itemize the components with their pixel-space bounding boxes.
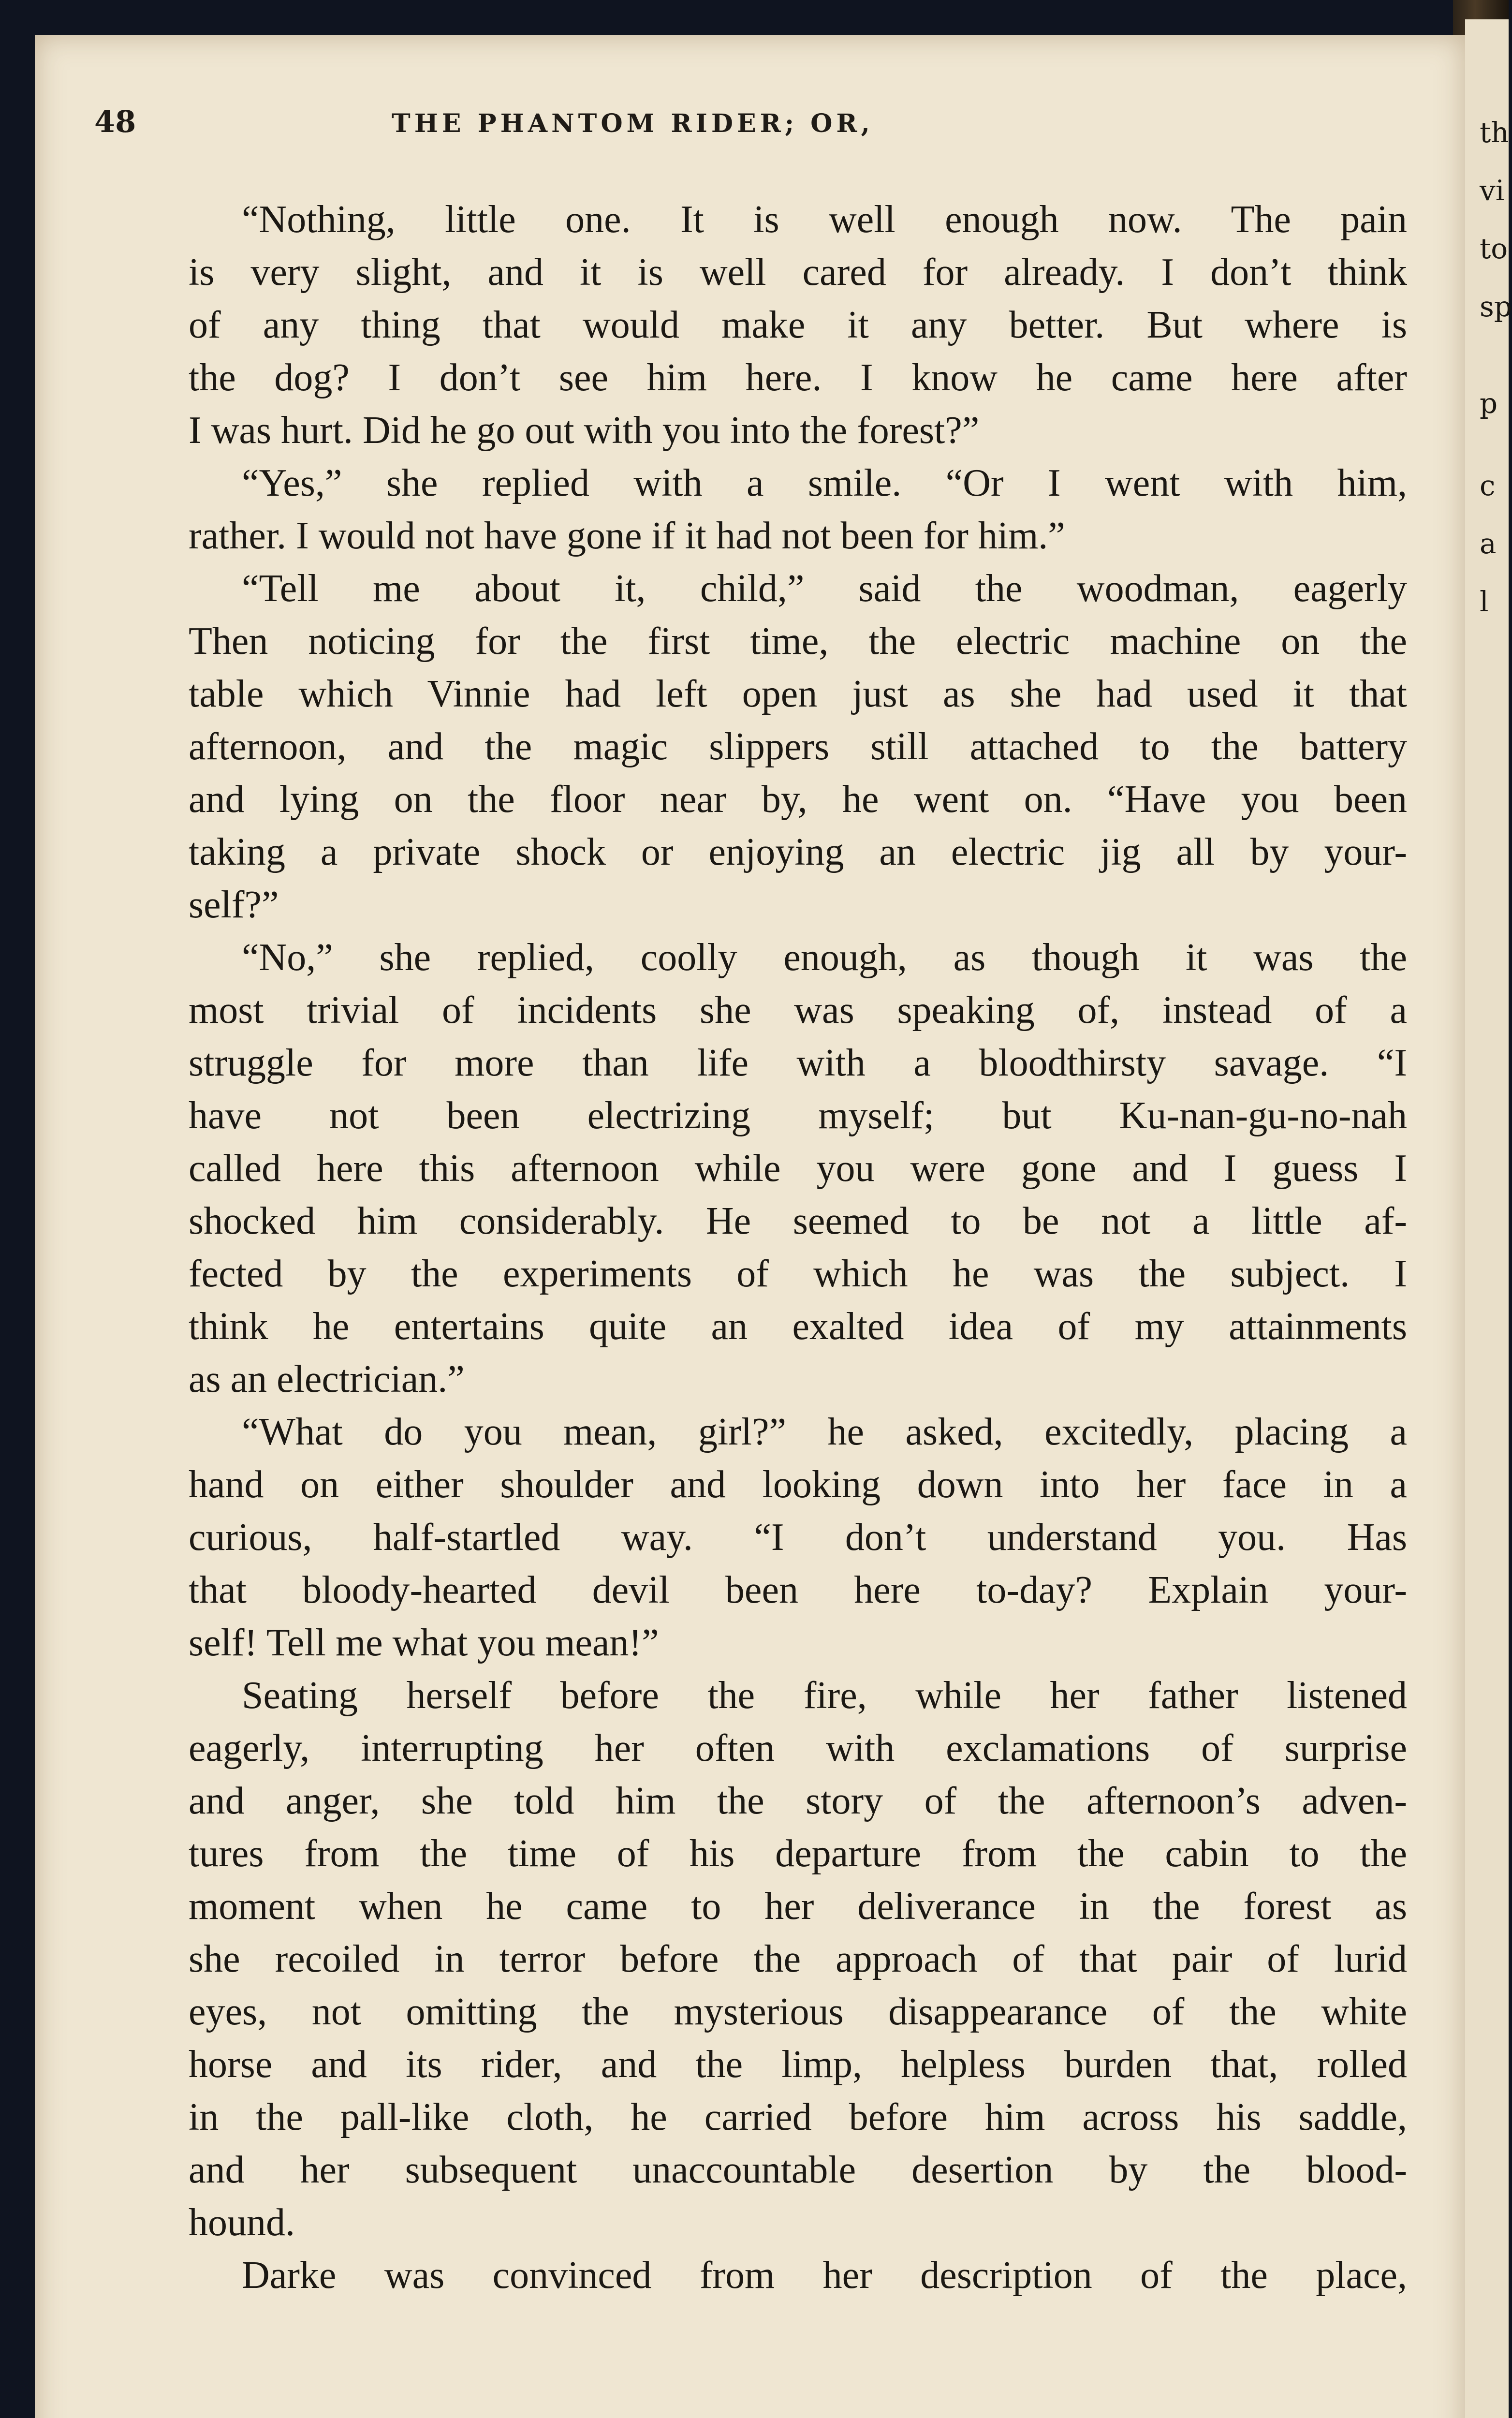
text-line: called here this afternoon while you were gone and I guess I [189,1147,1407,1190]
text-line: and lying on the floor near by, he went on. “Have you been [189,778,1407,821]
text-line: “What do you mean, girl?” he asked, excitedly, placing a [242,1411,1407,1453]
text-line: horse and its rider, and the limp, helpless burden that, rolled [189,2043,1407,2086]
text-line: struggle for more than life with a bloodthirsty savage. “I [189,1042,1407,1084]
text-line: “No,” she replied, coolly enough, as though it was the [242,936,1407,979]
text-line: of any thing that would make it any better. But where is [189,304,1407,346]
text-line: think he entertains quite an exalted idea of my attainments [189,1305,1407,1348]
text-line: and her subsequent unaccountable desertion by the blood- [189,2149,1407,2191]
text-line: “Yes,” she replied with a smile. “Or I went with him, [242,462,1407,504]
facing-page-fragment: l [1480,585,1489,618]
text-line: and anger, she told him the story of the afternoon’s adven- [189,1780,1407,1822]
text-line: table which Vinnie had left open just as she had used it that [189,673,1407,715]
facing-page-fragment: vi [1480,174,1505,207]
text-line: afternoon, and the magic slippers still attached to the battery [189,725,1407,768]
page-body-text [189,193,1407,2302]
text-line: Then noticing for the first time, the electric machine on the [189,620,1407,663]
text-line: the dog? I don’t see him here. I know he came here after [189,356,1407,399]
text-line: in the pall-like cloth, he carried before him across his saddle, [189,2096,1407,2138]
text-line: Darke was convinced from her description of the place, [242,2254,1407,2297]
text-line: rather. I would not have gone if it had not been for him.” [189,515,1065,557]
facing-page-edge [1465,19,1512,2418]
text-line: “Nothing, little one. It is well enough now. The pain [242,198,1407,241]
facing-page-fragment: to [1480,232,1508,265]
text-line: self! Tell me what you mean!” [189,1622,659,1664]
text-line: have not been electrizing myself; but Ku-nan-gu-no-nah [189,1094,1407,1137]
text-line: most trivial of incidents she was speaking of, instead of a [189,989,1407,1032]
text-line: self?” [189,884,279,926]
facing-page-fragment: a [1480,527,1497,560]
page-number: 48 [94,104,136,139]
facing-page-fragment: p [1480,387,1498,420]
facing-page-fragment: c [1480,469,1496,502]
text-line: as an electrician.” [189,1358,465,1401]
text-line: fected by the experiments of which he was the subject. I [189,1253,1407,1295]
text-line: curious, half-startled way. “I don’t understand you. Has [189,1516,1407,1559]
text-line: eagerly, interrupting her often with exclamations of surprise [189,1727,1407,1769]
text-line: that bloody-hearted devil been here to-day? Explain your- [189,1569,1407,1611]
text-line: tures from the time of his departure from the cabin to the [189,1832,1407,1875]
text-line: moment when he came to her deliverance in the forest as [189,1885,1407,1928]
text-line: “Tell me about it, child,” said the woodman, eagerly [242,567,1407,610]
text-line: hound. [189,2201,295,2244]
text-line: I was hurt. Did he go out with you into the forest?” [189,409,980,452]
facing-page-fragment: th [1480,116,1509,149]
text-line: hand on either shoulder and looking down into her face in a [189,1463,1407,1506]
text-line: shocked him considerably. He seemed to be not a little af- [189,1200,1407,1242]
text-line: eyes, not omitting the mysterious disappearance of the white [189,1990,1407,2033]
text-line: Seating herself before the fire, while her father listened [242,1674,1407,1717]
text-line: taking a private shock or enjoying an electric jig all by your- [189,831,1407,873]
text-line: she recoiled in terror before the approach of that pair of lurid [189,1938,1407,1980]
running-title: THE PHANTOM RIDER; OR, [392,109,874,138]
text-line: is very slight, and it is well cared for already. I don’t think [189,251,1407,294]
facing-page-fragment: sp [1480,290,1512,323]
